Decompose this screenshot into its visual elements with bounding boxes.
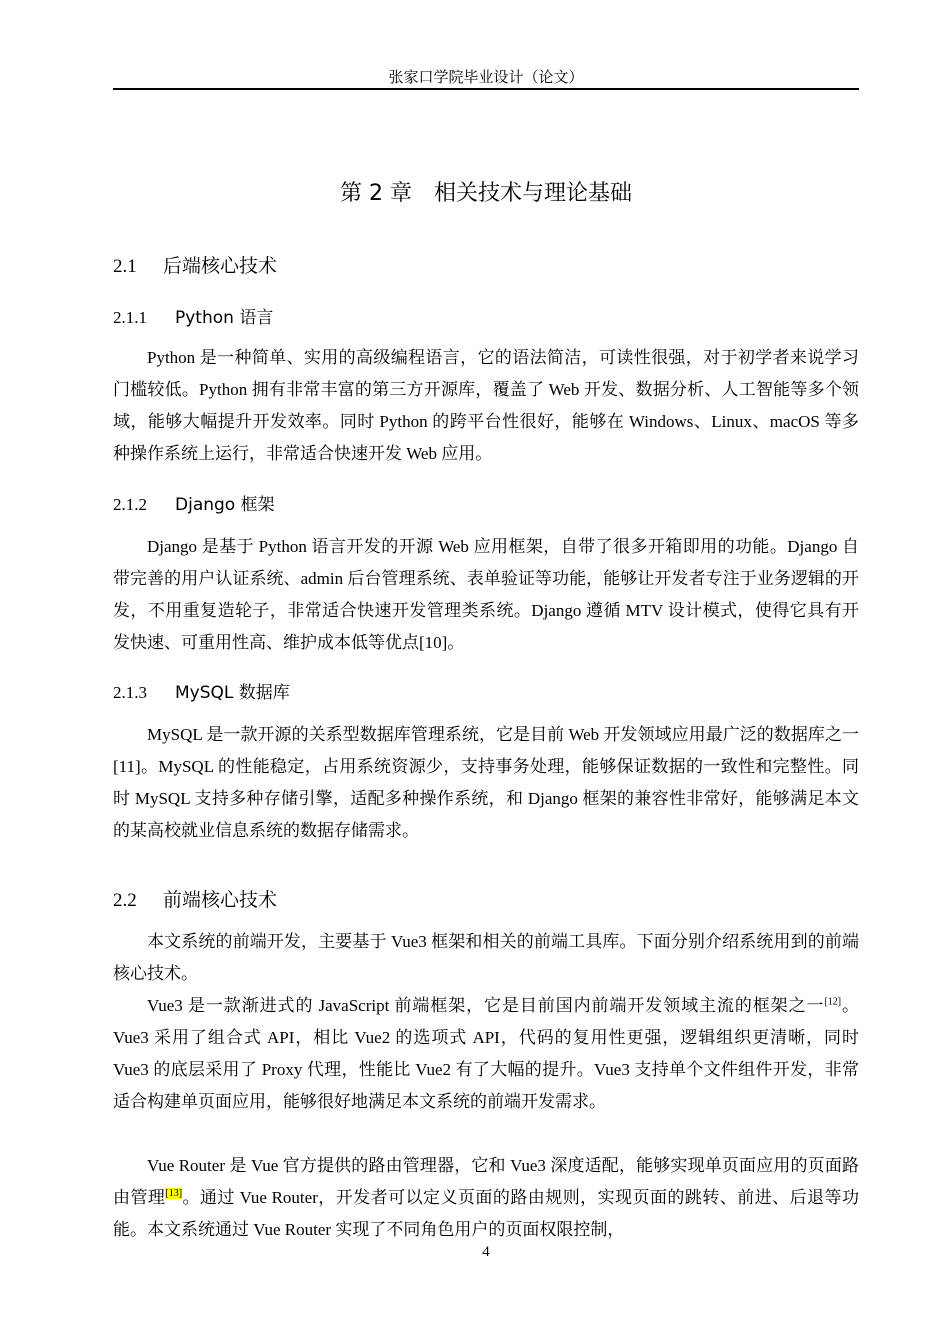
paragraph-vue3: [113, 990, 859, 1118]
subsection-heading-2-1-2: [113, 492, 275, 518]
citation-12: [12]: [824, 996, 842, 1008]
subsection-heading-2-1-3: [113, 680, 290, 706]
header-rule: [113, 88, 859, 90]
subsection-heading-2-1-1: [113, 305, 273, 331]
section-heading-2-1: [113, 252, 277, 281]
section-heading-2-2: [113, 886, 277, 915]
paragraph-vue-router: [113, 1150, 859, 1246]
subsection-number: 2.1.2: [113, 495, 147, 514]
section-number: 2.1: [113, 256, 137, 277]
paragraph-mysql: MySQL 是一款开源的关系型数据库管理系统，它是目前 Web 开发领域应用最广泛的数据库之一[11]。MySQL 的性能稳定，占用系统资源少，支持事务处理，能够保证数据的一致性和完整性。同时 MySQL 支持多种存储引擎，适配多种操作系统，和 Django 框架的兼容性非常好，能够满足本文的某高校就业信息系统的数据存储需求。: [113, 725, 859, 840]
page-number: 4: [482, 1244, 490, 1260]
subsection-title: Python 语言: [175, 308, 274, 328]
paragraph-django: Django 是基于 Python 语言开发的开源 Web 应用框架，自带了很多开箱即用的功能。Django 自带完善的用户认证系统、admin 后台管理系统、表单验证等功能，能够让开发者专注于业务逻辑的开发，不用重复造轮子，非常适合快速开发管理类系统。Django 遵循 MTV 设计模式，使得它具有开发快速、可重用性高、维护成本低等优点[10]。: [113, 537, 859, 652]
paragraph-text: 。Vue3 采用了组合式 API，相比 Vue2 的选项式 API，代码的复用性更强，逻辑组织更清晰，同时 Vue3 的底层采用了 Proxy 代理，性能比 Vue2 有了大幅的提升。Vue3 支持单个文件组件开发，非常适合构建单页面应用，能够很好地满足本文系统的前端开发需求。: [113, 996, 859, 1111]
subsection-number: 2.1.1: [113, 308, 147, 327]
paragraph-text: Vue3 是一款渐进式的 JavaScript 前端框架，它是目前国内前端开发领域主流的框架之一: [147, 996, 825, 1015]
section-title: 前端核心技术: [163, 889, 278, 911]
citation-13-highlighted: [13]: [165, 1188, 183, 1200]
subsection-title: MySQL 数据库: [175, 683, 290, 703]
paragraph-frontend-intro: 本文系统的前端开发，主要基于 Vue3 框架和相关的前端工具库。下面分别介绍系统用到的前端核心技术。: [113, 932, 859, 983]
section-number: 2.2: [113, 890, 137, 911]
chapter-title: 第 2 章 相关技术与理论基础: [340, 181, 632, 206]
subsection-number: 2.1.3: [113, 683, 147, 702]
subsection-title: Django 框架: [175, 495, 275, 515]
paragraph-python: Python 是一种简单、实用的高级编程语言，它的语法简洁，可读性很强，对于初学者来说学习门槛较低。Python 拥有非常丰富的第三方开源库，覆盖了 Web 开发、数据分析、人工智能等多个领域，能够大幅提升开发效率。同时 Python 的跨平台性很好，能够在 Windows、Linux、macOS 等多种操作系统上运行，非常适合快速开发 Web 应用。: [113, 348, 859, 463]
running-header: 张家口学院毕业设计（论文）: [388, 68, 584, 86]
section-title: 后端核心技术: [163, 255, 278, 277]
paragraph-text: Vue Router 是 Vue 官方提供的路由管理器，它和 Vue3 深度适配，能够实现单页面应用的页面路由管理: [113, 1156, 859, 1207]
paragraph-text: 。通过 Vue Router，开发者可以定义页面的路由规则，实现页面的跳转、前进、后退等功能。本文系统通过 Vue Router 实现了不同角色用户的页面权限控制，: [113, 1188, 859, 1239]
